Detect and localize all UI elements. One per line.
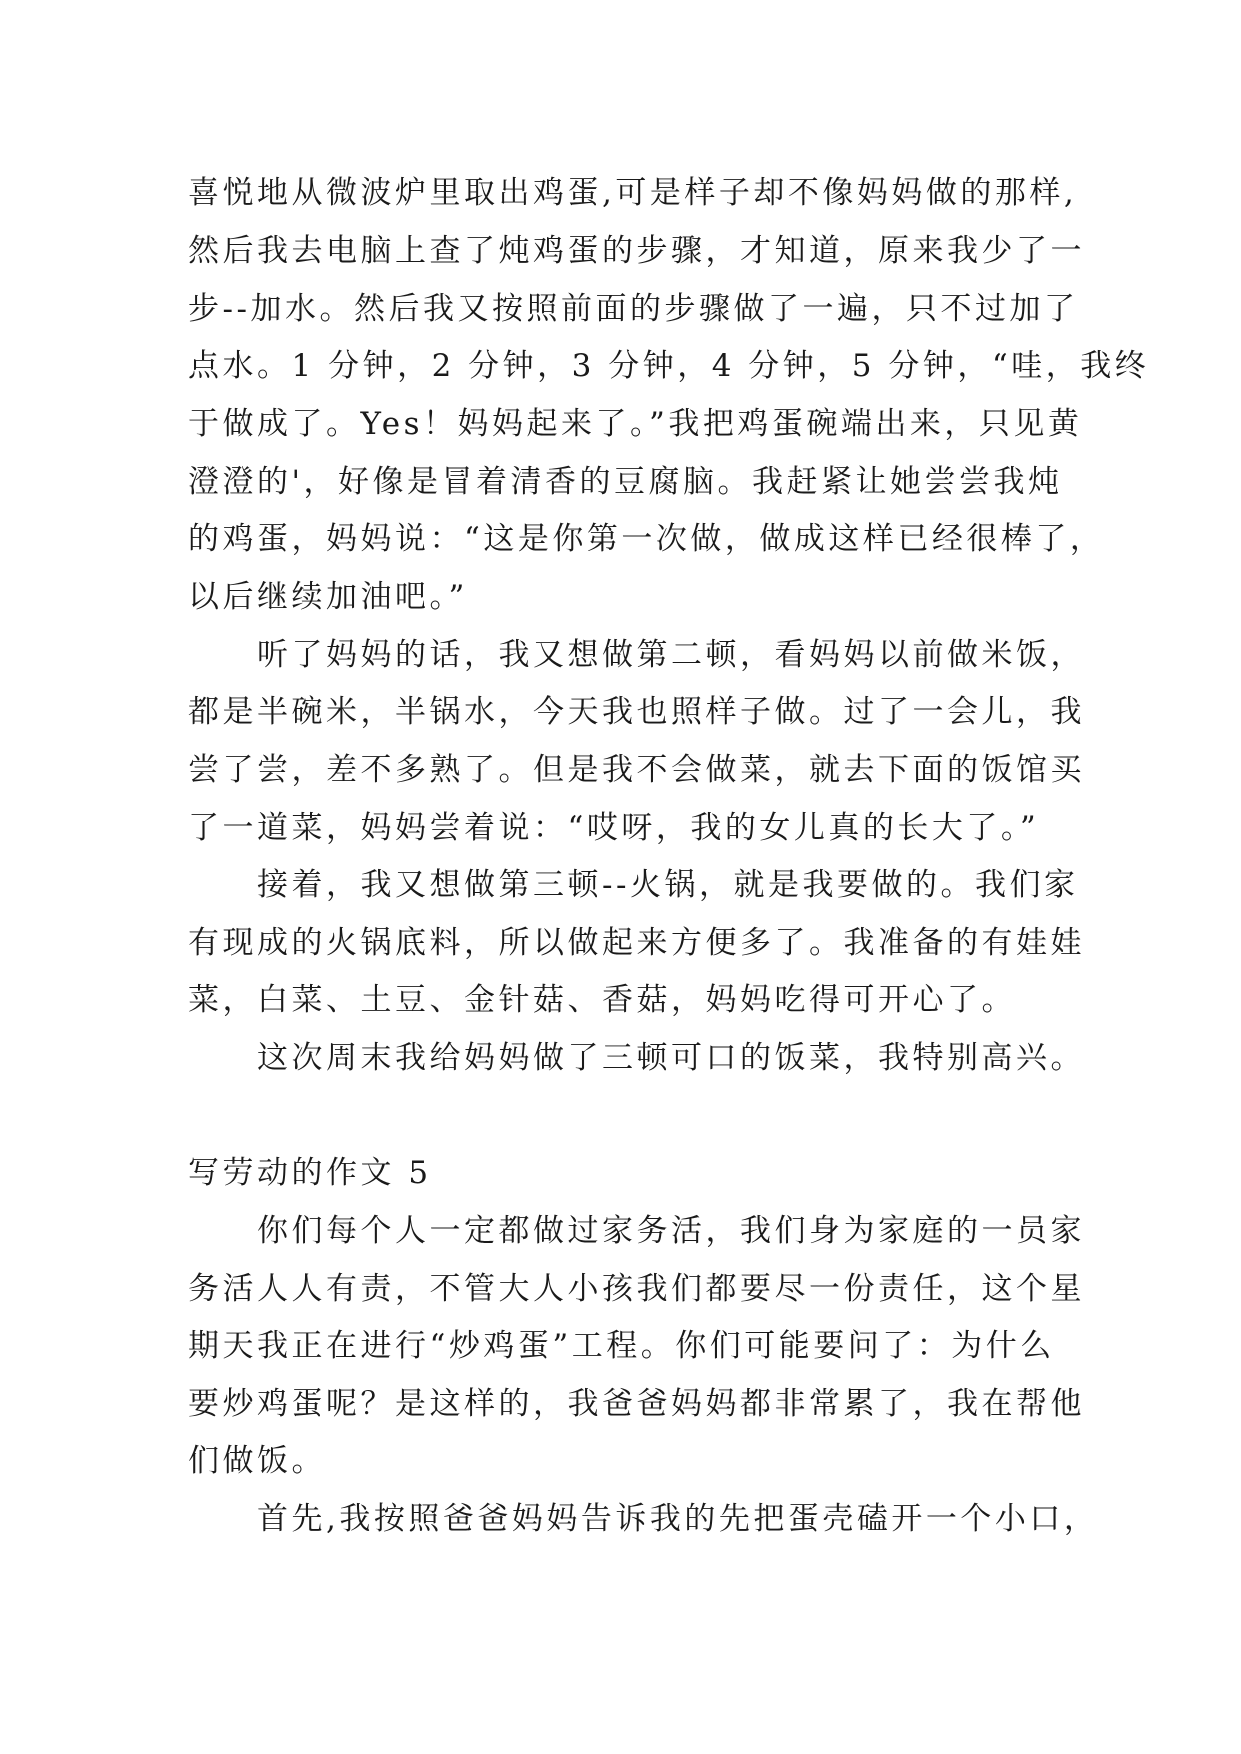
text-line: 期天我正在进行“炒鸡蛋”工程。你们可能要问了：为什么 bbox=[188, 1328, 1055, 1364]
text-line: 要炒鸡蛋呢？是这样的，我爸爸妈妈都非常累了，我在帮他 bbox=[188, 1386, 1085, 1422]
text-line: 菜，白菜、土豆、金针菇、香菇，妈妈吃得可开心了。 bbox=[188, 982, 1016, 1018]
text-line: 务活人人有责，不管大人小孩我们都要尽一份责任，这个星 bbox=[188, 1271, 1085, 1307]
paragraph-start: 听了妈妈的话，我又想做第二顿，看妈妈以前做米饭， bbox=[188, 637, 1085, 673]
text-line: 喜悦地从微波炉里取出鸡蛋,可是样子却不像妈妈做的那样, bbox=[188, 175, 1078, 211]
text-line: 以后继续加油吧。” bbox=[188, 579, 468, 615]
text-line: 们做饭。 bbox=[188, 1443, 326, 1479]
text-line: 澄澄的'，好像是冒着清香的豆腐脑。我赶紧让她尝尝我炖 bbox=[188, 464, 1063, 500]
text-line: 都是半碗米，半锅水，今天我也照样子做。过了一会儿，我 bbox=[188, 694, 1085, 730]
text-line: 步--加水。然后我又按照前面的步骤做了一遍，只不过加了 bbox=[188, 291, 1079, 327]
text-line: 的鸡蛋，妈妈说：“这是你第一次做，做成这样已经很棒了， bbox=[188, 521, 1105, 557]
text-line: 点水。1 分钟，2 分钟，3 分钟，4 分钟，5 分钟，“哇，我终 bbox=[188, 348, 1150, 384]
text-line: 了一道菜，妈妈尝着说：“哎呀，我的女儿真的长大了。” bbox=[188, 810, 1040, 846]
paragraph-start: 你们每个人一定都做过家务活，我们身为家庭的一员家 bbox=[188, 1213, 1085, 1249]
paragraph-start: 首先,我按照爸爸妈妈告诉我的先把蛋壳磕开一个小口， bbox=[188, 1501, 1099, 1537]
text-line: 尝了尝，差不多熟了。但是我不会做菜，就去下面的饭馆买 bbox=[188, 752, 1085, 788]
text-line: 于做成了。Yes！妈妈起来了。”我把鸡蛋碗端出来，只见黄 bbox=[188, 406, 1083, 442]
paragraph-start: 这次周末我给妈妈做了三顿可口的饭菜，我特别高兴。 bbox=[188, 1040, 1085, 1076]
paragraph-start: 接着，我又想做第三顿--火锅，就是我要做的。我们家 bbox=[188, 867, 1079, 903]
section-heading: 写劳动的作文 5 bbox=[188, 1155, 432, 1191]
text-line: 有现成的火锅底料，所以做起来方便多了。我准备的有娃娃 bbox=[188, 925, 1085, 961]
text-line: 然后我去电脑上查了炖鸡蛋的步骤，才知道，原来我少了一 bbox=[188, 233, 1085, 269]
